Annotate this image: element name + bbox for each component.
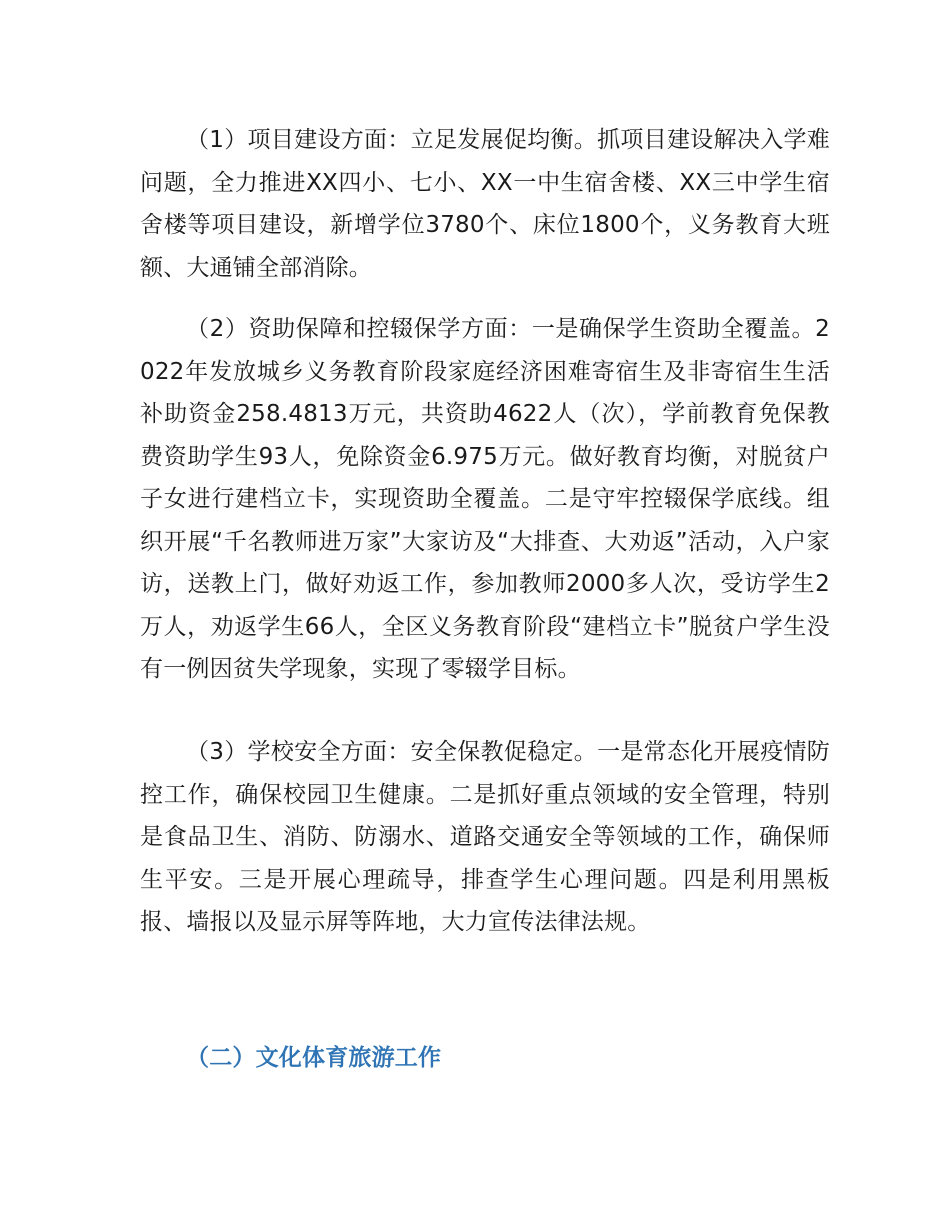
paragraph-project-construction: （1）项目建设方面：立足发展促均衡。抓项目建设解决入学难问题，全力推进XX四小、七小、XX一中生宿舍楼、XX三中学生宿舍楼等项目建设，新增学位3780个、床位1800个，义务教育大班额、大通铺全部消除。	[140, 127, 830, 281]
paragraph-school-safety: （3）学校安全方面：安全保教促稳定。一是常态化开展疫情防控工作，确保校园卫生健康。二是抓好重点领域的安全管理，特别是食品卫生、消防、防溺水、道路交通安全等领域的工作，确保师生平安。三是开展心理疏导，排查学生心理问题。四是利用黑板报、墙报以及显示屏等阵地，大力宣传法律法规。	[140, 739, 830, 935]
section-heading-culture-sports-tourism: （二）文化体育旅游工作	[186, 1045, 442, 1071]
paragraph-financial-aid: （2）资助保障和控辍保学方面：一是确保学生资助全覆盖。2022年发放城乡义务教育阶段家庭经济困难寄宿生及非寄宿生生活补助资金258.4813万元，共资助4622人（次），学前教育免保教费资助学生93人，免除资金6.975万元。做好教育均衡，对脱贫户子女进行建档立卡，实现资助全覆盖。二是守牢控辍保学底线。组织开展“千名教师进万家”大家访及“大排查、大劝返”活动，入户家访，送教上门，做好劝返工作，参加教师2000多人次，受访学生2万人，劝返学生66人，全区义务教育阶段“建档立卡”脱贫户学生没有一例因贫失学现象，实现了零辍学目标。	[140, 316, 830, 682]
